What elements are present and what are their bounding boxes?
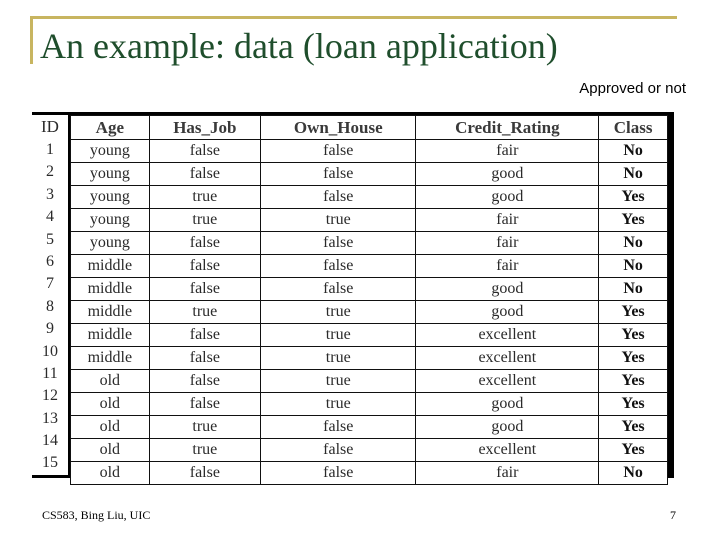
header-class: Class <box>599 116 668 140</box>
cell-age: old <box>71 462 150 485</box>
cell-credit-rating: fair <box>416 232 599 255</box>
cell-has-job: false <box>149 140 260 163</box>
cell-class: No <box>599 462 668 485</box>
row-id: 12 <box>42 387 58 405</box>
cell-has-job: false <box>149 462 260 485</box>
row-id: 2 <box>46 163 54 181</box>
header-own-house: Own_House <box>261 116 416 140</box>
cell-credit-rating: fair <box>416 462 599 485</box>
cell-class: Yes <box>599 393 668 416</box>
table-row <box>71 301 668 324</box>
header-credit-rating: Credit_Rating <box>416 116 599 140</box>
cell-own-house: false <box>261 163 416 186</box>
header-row <box>71 116 668 140</box>
cell-has-job: false <box>149 324 260 347</box>
cell-own-house: false <box>261 140 416 163</box>
cell-has-job: true <box>149 301 260 324</box>
cell-credit-rating: excellent <box>416 370 599 393</box>
cell-class: No <box>599 255 668 278</box>
cell-class: Yes <box>599 301 668 324</box>
cell-has-job: false <box>149 163 260 186</box>
cell-own-house: false <box>261 232 416 255</box>
cell-credit-rating: excellent <box>416 324 599 347</box>
table-row <box>71 462 668 485</box>
row-id: 11 <box>42 364 58 382</box>
cell-age: young <box>71 186 150 209</box>
cell-age: old <box>71 393 150 416</box>
cell-own-house: true <box>261 370 416 393</box>
cell-has-job: true <box>149 439 260 462</box>
table-row <box>71 347 668 370</box>
cell-age: middle <box>71 255 150 278</box>
table-body <box>71 140 668 485</box>
cell-own-house: false <box>261 255 416 278</box>
row-id: 13 <box>42 409 58 427</box>
cell-credit-rating: excellent <box>416 347 599 370</box>
loan-data-table <box>70 115 668 485</box>
row-id: 10 <box>42 342 58 360</box>
cell-credit-rating: fair <box>416 140 599 163</box>
loan-table-frame <box>32 112 674 481</box>
table-row <box>71 324 668 347</box>
cell-own-house: false <box>261 462 416 485</box>
cell-has-job: true <box>149 209 260 232</box>
cell-has-job: false <box>149 347 260 370</box>
left-accent-rule <box>30 16 33 64</box>
cell-age: young <box>71 209 150 232</box>
table-row <box>71 439 668 462</box>
table-row <box>71 393 668 416</box>
cell-own-house: false <box>261 416 416 439</box>
slide-title: An example: data (loan application) <box>40 26 558 66</box>
cell-own-house: false <box>261 439 416 462</box>
cell-credit-rating: fair <box>416 255 599 278</box>
table-row <box>71 140 668 163</box>
row-id: 8 <box>46 297 54 315</box>
table-row <box>71 416 668 439</box>
cell-own-house: true <box>261 393 416 416</box>
cell-class: Yes <box>599 439 668 462</box>
cell-has-job: false <box>149 278 260 301</box>
cell-has-job: true <box>149 186 260 209</box>
footer-credit: CS583, Bing Liu, UIC <box>42 508 151 522</box>
header-has-job: Has_Job <box>149 116 260 140</box>
id-header: ID <box>41 117 59 136</box>
cell-age: young <box>71 140 150 163</box>
cell-has-job: false <box>149 370 260 393</box>
cell-own-house: true <box>261 324 416 347</box>
id-cells <box>32 139 68 475</box>
cell-class: No <box>599 163 668 186</box>
cell-credit-rating: excellent <box>416 439 599 462</box>
cell-credit-rating: good <box>416 278 599 301</box>
cell-class: Yes <box>599 370 668 393</box>
cell-has-job: false <box>149 255 260 278</box>
table-row <box>71 186 668 209</box>
cell-own-house: true <box>261 301 416 324</box>
table-row <box>71 232 668 255</box>
cell-age: young <box>71 163 150 186</box>
cell-credit-rating: good <box>416 393 599 416</box>
cell-credit-rating: fair <box>416 209 599 232</box>
row-id: 7 <box>46 275 54 293</box>
cell-has-job: false <box>149 393 260 416</box>
header-age: Age <box>71 116 150 140</box>
cell-age: middle <box>71 301 150 324</box>
row-id: 14 <box>42 432 58 450</box>
table-row <box>71 209 668 232</box>
id-column <box>32 115 68 475</box>
row-id: 6 <box>46 252 54 270</box>
cell-credit-rating: good <box>416 163 599 186</box>
cell-age: old <box>71 416 150 439</box>
table-row <box>71 255 668 278</box>
cell-age: old <box>71 370 150 393</box>
row-id: 1 <box>46 141 54 158</box>
cell-age: middle <box>71 278 150 301</box>
cell-age: middle <box>71 324 150 347</box>
cell-own-house: true <box>261 209 416 232</box>
cell-has-job: false <box>149 232 260 255</box>
cell-own-house: false <box>261 186 416 209</box>
cell-own-house: false <box>261 278 416 301</box>
row-id: 15 <box>42 454 58 472</box>
table-row <box>71 370 668 393</box>
cell-own-house: true <box>261 347 416 370</box>
page-number: 7 <box>670 508 676 522</box>
cell-class: No <box>599 278 668 301</box>
cell-has-job: true <box>149 416 260 439</box>
cell-class: No <box>599 232 668 255</box>
cell-credit-rating: good <box>416 301 599 324</box>
class-annotation: Approved or not <box>579 80 686 97</box>
row-id: 9 <box>46 320 54 338</box>
table-row <box>71 163 668 186</box>
cell-age: middle <box>71 347 150 370</box>
cell-credit-rating: good <box>416 416 599 439</box>
cell-credit-rating: good <box>416 186 599 209</box>
cell-class: No <box>599 140 668 163</box>
table-row <box>71 278 668 301</box>
row-id: 4 <box>46 208 54 226</box>
cell-age: young <box>71 232 150 255</box>
row-id: 5 <box>46 230 54 248</box>
cell-age: old <box>71 439 150 462</box>
top-accent-rule <box>32 16 677 19</box>
row-id: 3 <box>46 185 54 203</box>
cell-class: Yes <box>599 324 668 347</box>
cell-class: Yes <box>599 209 668 232</box>
cell-class: Yes <box>599 347 668 370</box>
cell-class: Yes <box>599 186 668 209</box>
cell-class: Yes <box>599 416 668 439</box>
